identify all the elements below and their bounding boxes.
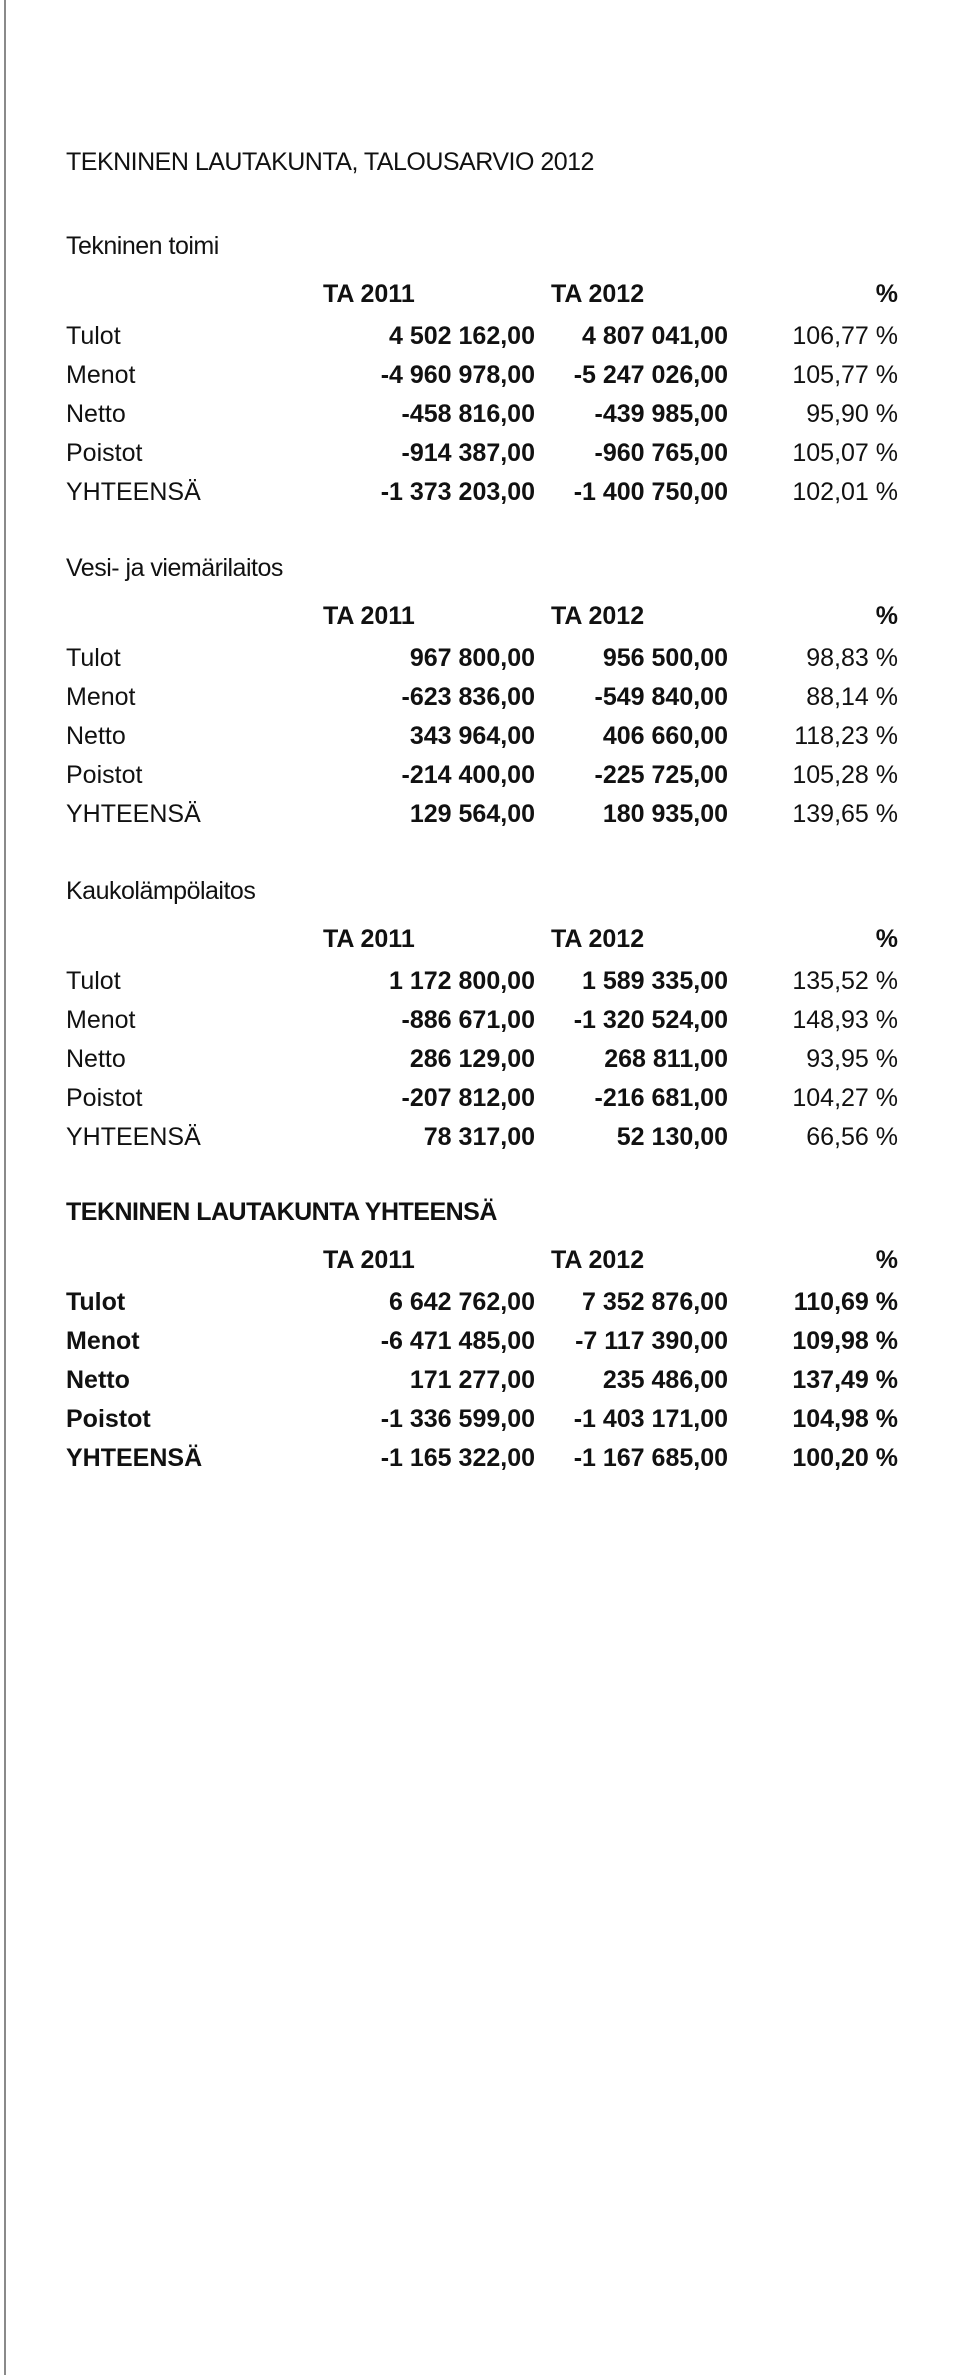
section-tekninen-toimi [66,232,896,532]
column-header-ta2011: TA 2011 [323,280,415,308]
value-percent: 106,77 % [792,322,898,350]
row-label: Poistot [66,1405,151,1433]
value-ta2011: -886 671,00 [401,1006,535,1034]
row-label: YHTEENSÄ [66,1444,203,1472]
column-header-ta2012: TA 2012 [551,1246,645,1274]
table-row [66,396,896,435]
table-row [66,796,896,835]
value-percent: 135,52 % [792,967,898,995]
column-header-ta2012: TA 2012 [551,280,645,308]
table-row [66,474,896,513]
value-ta2011: -4 960 978,00 [380,361,535,389]
table-row [66,1362,896,1401]
table-row [66,1002,896,1041]
page-left-rule [4,0,6,2375]
row-label: Tulot [66,967,121,995]
table-row [66,1041,896,1080]
row-label: Netto [66,400,126,428]
value-ta2011: 78 317,00 [423,1123,535,1151]
section-title: Vesi- ja viemärilaitos [66,554,283,582]
value-ta2011: -214 400,00 [401,761,535,789]
value-ta2012: -216 681,00 [594,1084,728,1112]
value-ta2011: -458 816,00 [401,400,535,428]
value-percent: 104,98 % [792,1405,898,1433]
value-ta2012: 235 486,00 [602,1366,728,1394]
section-lautakunta-yhteensa [66,1198,896,1498]
table-body [66,1284,896,1479]
value-percent: 104,27 % [792,1084,898,1112]
row-label: Tulot [66,1288,126,1316]
section-title: Kaukolämpölaitos [66,877,256,905]
row-label: YHTEENSÄ [66,800,201,828]
table-row [66,318,896,357]
value-ta2012: 52 130,00 [616,1123,728,1151]
table-row [66,357,896,396]
column-header-percent: % [875,602,898,630]
row-label: YHTEENSÄ [66,478,201,506]
column-header-ta2011: TA 2011 [323,602,415,630]
value-ta2011: 967 800,00 [409,644,535,672]
table-row [66,1080,896,1119]
value-percent: 95,90 % [806,400,898,428]
value-percent: 105,77 % [792,361,898,389]
column-header-percent: % [875,1246,898,1274]
value-ta2011: 4 502 162,00 [389,322,535,350]
value-percent: 109,98 % [792,1327,898,1355]
value-ta2012: -7 117 390,00 [575,1327,728,1355]
value-ta2011: -1 336 599,00 [380,1405,535,1433]
section-vesi-ja-viemarilaitos [66,554,896,854]
value-ta2012: 268 811,00 [604,1045,728,1073]
value-percent: 105,07 % [792,439,898,467]
value-percent: 98,83 % [806,644,898,672]
value-percent: 118,23 % [794,722,898,750]
value-ta2012: -225 725,00 [594,761,728,789]
value-ta2011: -1 165 322,00 [380,1444,535,1472]
value-ta2011: 6 642 762,00 [389,1288,535,1316]
column-header-ta2012: TA 2012 [551,602,645,630]
table-body [66,963,896,1158]
value-ta2011: -914 387,00 [401,439,535,467]
value-percent: 66,56 % [806,1123,898,1151]
document-title: TEKNINEN LAUTAKUNTA, TALOUSARVIO 2012 [66,148,594,176]
value-ta2011: 1 172 800,00 [389,967,535,995]
value-ta2011: 286 129,00 [409,1045,535,1073]
value-ta2012: -1 167 685,00 [573,1444,728,1472]
value-ta2012: 4 807 041,00 [582,322,728,350]
value-percent: 110,69 % [793,1288,898,1316]
section-title: TEKNINEN LAUTAKUNTA YHTEENSÄ [66,1198,497,1226]
section-kaukolampolaitos [66,877,896,1177]
row-label: Menot [66,1327,140,1355]
value-ta2011: -6 471 485,00 [380,1327,535,1355]
value-ta2012: -1 403 171,00 [573,1405,728,1433]
value-percent: 93,95 % [806,1045,898,1073]
value-ta2011: -207 812,00 [401,1084,535,1112]
row-label: Netto [66,722,126,750]
value-percent: 88,14 % [806,683,898,711]
table-body [66,640,896,835]
row-label: Poistot [66,761,143,789]
row-label: Poistot [66,439,143,467]
table-row [66,435,896,474]
table-row [66,1323,896,1362]
column-header-percent: % [875,280,898,308]
table-row [66,1401,896,1440]
value-percent: 148,93 % [792,1006,898,1034]
table-row [66,1284,896,1323]
value-ta2012: 7 352 876,00 [582,1288,728,1316]
value-percent: 105,28 % [792,761,898,789]
row-label: Poistot [66,1084,143,1112]
value-ta2012: -1 320 524,00 [573,1006,728,1034]
table-row [66,1440,896,1479]
value-ta2012: 406 660,00 [602,722,728,750]
row-label: Tulot [66,644,121,672]
value-ta2012: 180 935,00 [602,800,728,828]
value-percent: 139,65 % [792,800,898,828]
column-header-ta2012: TA 2012 [551,925,645,953]
row-label: Tulot [66,322,121,350]
column-header-ta2011: TA 2011 [323,925,415,953]
table-row [66,1119,896,1158]
row-label: Netto [66,1045,126,1073]
column-header-percent: % [875,925,898,953]
row-label: Menot [66,683,136,711]
value-ta2012: -960 765,00 [594,439,728,467]
value-ta2012: 1 589 335,00 [582,967,728,995]
value-ta2011: -623 836,00 [401,683,535,711]
value-ta2012: -549 840,00 [594,683,728,711]
value-ta2012: -5 247 026,00 [573,361,728,389]
table-row [66,640,896,679]
value-ta2011: 343 964,00 [409,722,535,750]
row-label: Netto [66,1366,130,1394]
value-ta2011: -1 373 203,00 [380,478,535,506]
value-percent: 102,01 % [792,478,898,506]
table-body [66,318,896,513]
table-row [66,963,896,1002]
row-label: YHTEENSÄ [66,1123,201,1151]
row-label: Menot [66,361,136,389]
column-header-ta2011: TA 2011 [323,1246,415,1274]
table-row [66,718,896,757]
value-ta2012: 956 500,00 [602,644,728,672]
value-ta2011: 171 277,00 [409,1366,535,1394]
table-row [66,757,896,796]
section-title: Tekninen toimi [66,232,219,260]
table-row [66,679,896,718]
value-ta2012: -1 400 750,00 [573,478,728,506]
value-percent: 100,20 % [792,1444,898,1472]
row-label: Menot [66,1006,136,1034]
value-percent: 137,49 % [792,1366,898,1394]
value-ta2012: -439 985,00 [594,400,728,428]
value-ta2011: 129 564,00 [409,800,535,828]
